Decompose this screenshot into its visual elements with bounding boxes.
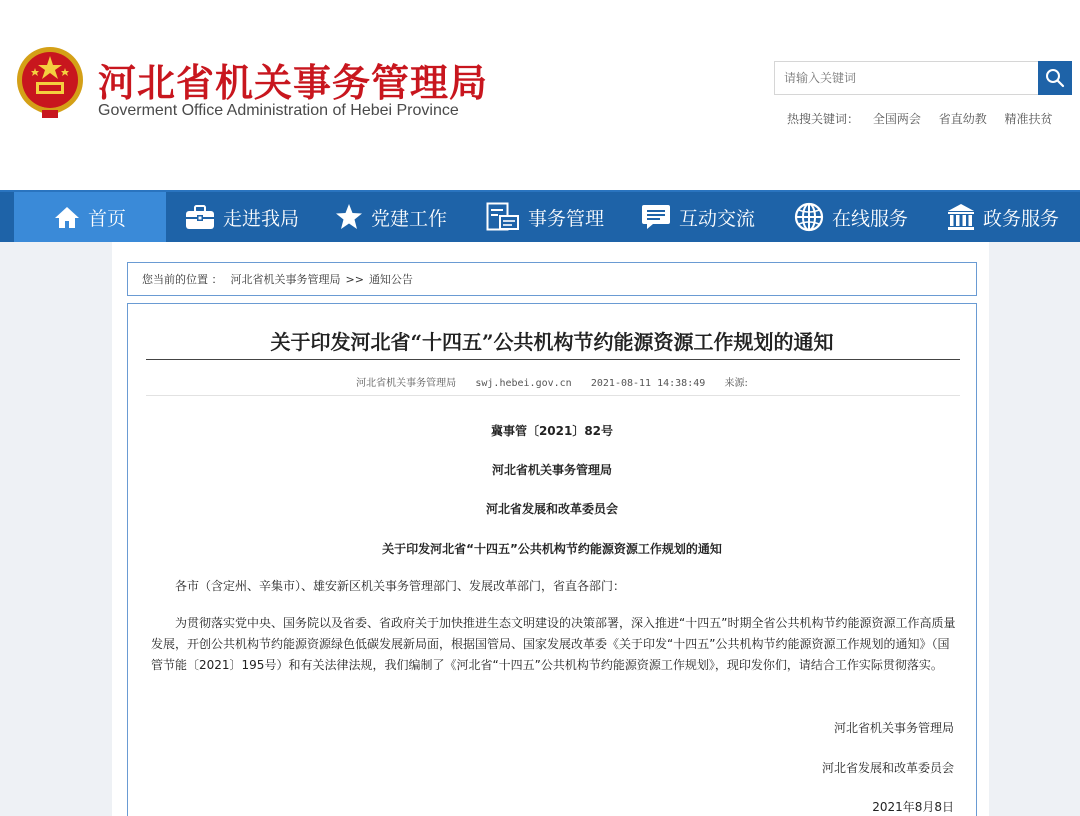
meta-divider [146, 395, 960, 396]
nav-item-online-service[interactable] [794, 192, 908, 242]
nav-item-label: 政务服务 [983, 207, 1060, 230]
home-icon [54, 205, 80, 229]
title-divider [146, 359, 960, 360]
nav-item-home[interactable] [14, 192, 166, 242]
nav-item-interaction[interactable] [641, 192, 755, 242]
nav-item-label: 走进我局 [223, 207, 300, 230]
hot-keyword-link[interactable]: 精准扶贫 [1004, 112, 1053, 126]
chat-icon [641, 203, 671, 231]
hot-keyword-link[interactable]: 省直幼教 [938, 112, 987, 126]
breadcrumb-link-home[interactable]: 河北省机关事务管理局 [230, 273, 341, 286]
hot-keywords [787, 110, 1053, 127]
meta-datetime: 2021-08-11 14:38:49 [590, 378, 706, 389]
breadcrumb-separator: >> [345, 272, 364, 286]
article-title: 关于印发河北省“十四五”公共机构节约能源资源工作规划的通知 [270, 330, 834, 354]
search-button[interactable] [1038, 61, 1072, 95]
breadcrumb-link-notices[interactable]: 通知公告 [368, 273, 413, 286]
document-icon [486, 202, 520, 232]
meta-domain: swj.hebei.gov.cn [475, 378, 572, 389]
main-nav [0, 190, 1080, 242]
nav-item-label: 首页 [87, 207, 126, 230]
nav-item-party[interactable] [335, 192, 447, 242]
doc-number: 冀事管〔2021〕82号 [490, 424, 614, 438]
document-subtitle: 关于印发河北省“十四五”公共机构节约能源资源工作规划的通知 [382, 542, 722, 556]
issuer-1: 河北省机关事务管理局 [491, 463, 612, 477]
nav-item-label: 在线服务 [832, 207, 909, 230]
breadcrumb-prefix: 您当前的位置 ： [142, 273, 223, 286]
building-icon [947, 203, 975, 231]
search-box [774, 61, 1072, 95]
nav-item-about[interactable] [185, 192, 299, 242]
meta-origin-label: 来源: [724, 378, 748, 389]
content-panel [112, 242, 989, 816]
signature-2: 河北省发展和改革委员会 [821, 761, 954, 775]
nav-item-gov-service[interactable] [947, 192, 1059, 242]
nav-item-label: 互动交流 [679, 207, 756, 230]
signature-1: 河北省机关事务管理局 [833, 721, 954, 735]
nav-item-label: 事务管理 [528, 207, 605, 230]
issuer-2: 河北省发展和改革委员会 [485, 502, 618, 516]
site-subtitle: Goverment Office Administration of Hebei Province [98, 102, 459, 119]
national-emblem-icon[interactable] [14, 44, 86, 122]
hot-keywords-label: 热搜关键词： [787, 112, 860, 126]
star-icon [335, 203, 363, 231]
hot-keyword-link[interactable]: 全国两会 [872, 112, 921, 126]
search-icon [1045, 68, 1065, 88]
nav-item-label: 党建工作 [371, 207, 448, 230]
article [127, 303, 977, 816]
document-date: 2021年8月8日 [872, 800, 954, 814]
body-paragraph: 为贯彻落实党中央、国务院以及省委、省政府关于加快推进生态文明建设的决策部署，深入推进“十四五”时期全省公共机构节约能源资源工作高质量发展，开创公共机构节约能源资源绿色低碳发展新局面，根据国管局、国家发展改革委《关于印发“十四五”公共机构节约能源资源工作规划的通知》（国管节能〔2021〕195号）和有关法律法规，我们编制了《河北省“十四五”公共机构节约能源资源工作规划》，现印发你们，请结合工作实际贯彻落实。 [151, 616, 956, 672]
recipients-paragraph: 各市（含定州、辛集市）、雄安新区机关事务管理部门、发展改革部门，省直各部门： [175, 579, 626, 593]
meta-source: 河北省机关事务管理局 [356, 378, 457, 389]
article-meta [128, 374, 976, 389]
briefcase-icon [185, 204, 215, 230]
nav-item-affairs[interactable] [486, 192, 604, 242]
site-header [0, 0, 1080, 190]
search-input[interactable] [774, 61, 1038, 95]
breadcrumb [127, 262, 977, 296]
site-title[interactable]: 河北省机关事务管理局 [98, 60, 489, 105]
globe-icon [794, 202, 824, 232]
